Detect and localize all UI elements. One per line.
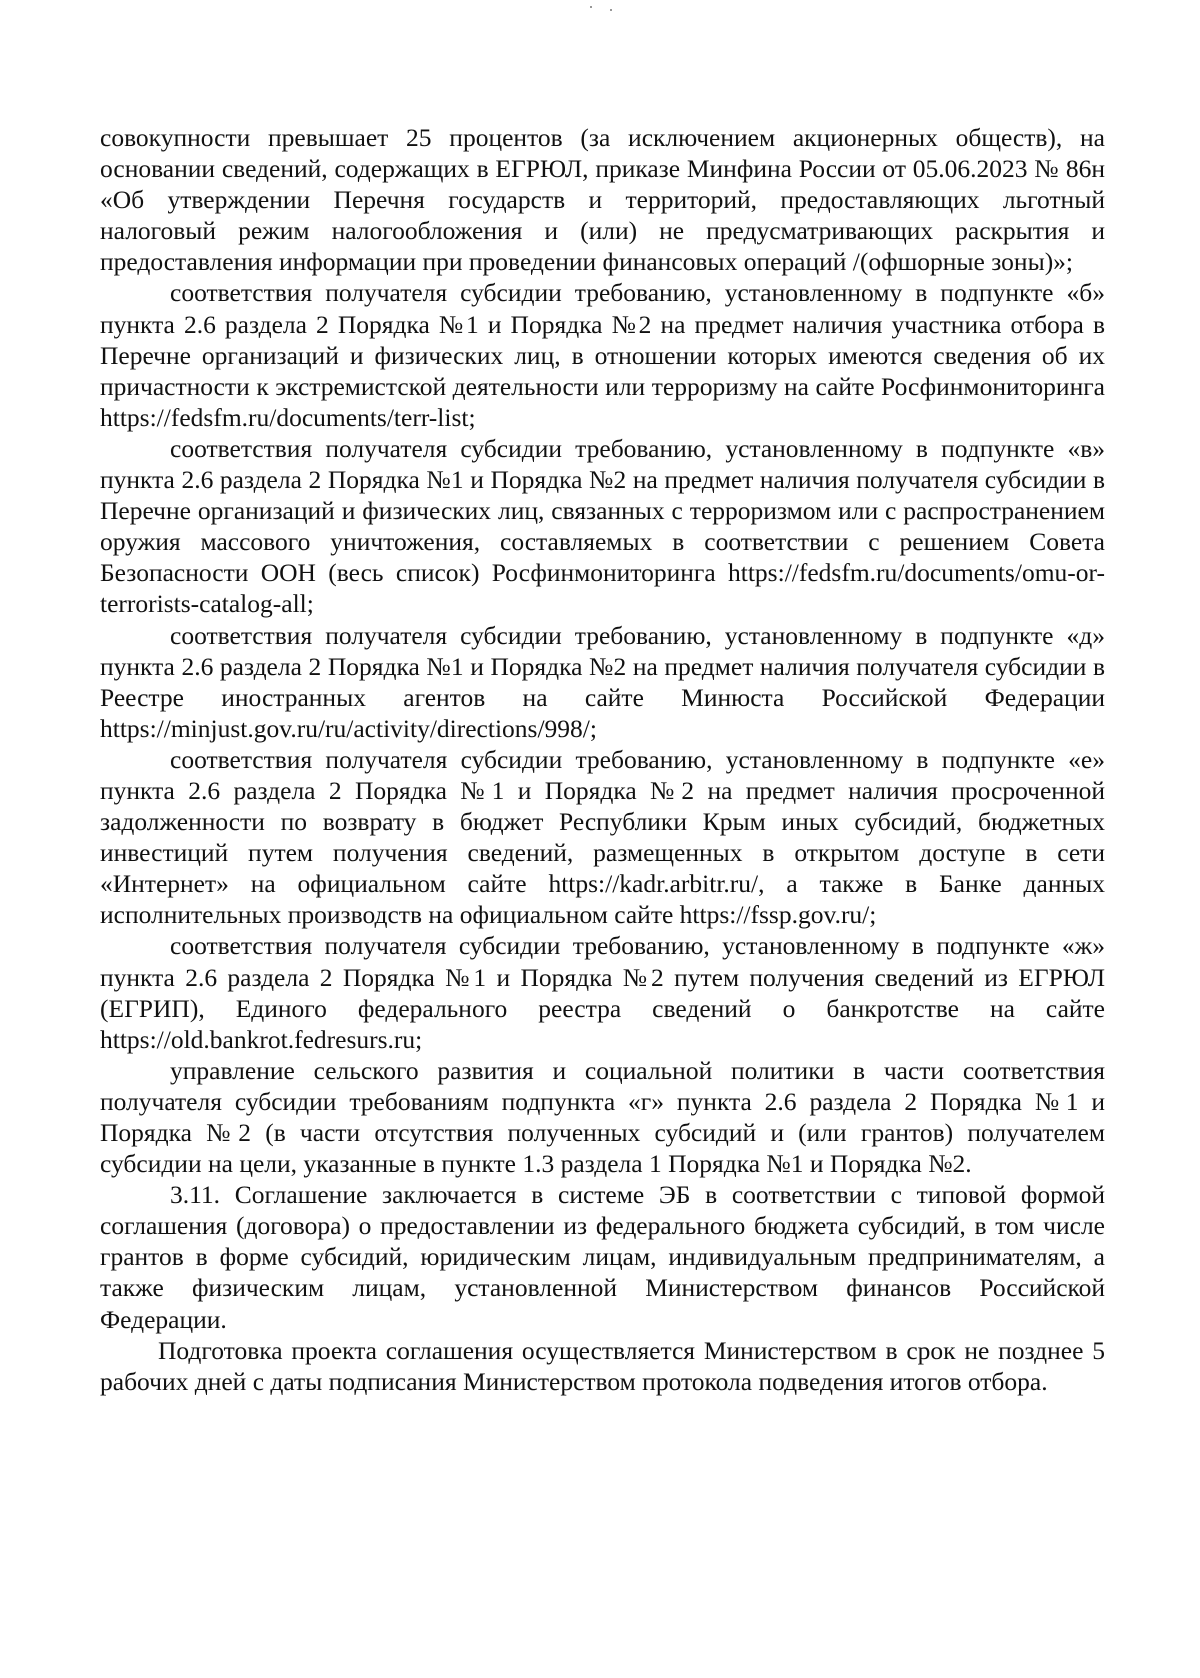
paragraph-offshore-zones: совокупности превышает 25 процентов (за исключением акционерных обществ), на основании сведений, содержащих в ЕГРЮЛ, приказе Минфина России от 05.06.2023 № 86н «Об утверждении Перечня государств и территорий, предоставляющих льготный налоговый режим налогообложения и (или) не предусматривающих раскрытия и предоставления информации при проведении финансовых операций /(офшорные зоны)»;	[100, 123, 1105, 277]
paragraph-bankruptcy-check: соответствия получателя субсидии требованию, установленному в подпункте «ж» пункта 2.6 раздела 2 Порядка №1 и Порядка №2 путем получения сведений из ЕГРЮЛ (ЕГРИП), Единого федерального реестра сведений о банкротстве на сайте https://old.bankrot.fedresurs.ru;	[100, 931, 1105, 1054]
scan-speck	[610, 9, 612, 11]
paragraph-clause-3-11: 3.11. Соглашение заключается в системе ЭБ в соответствии с типовой формой соглашения (договора) о предоставлении из федерального бюджета субсидий, в том числе грантов в форме субсидий, юридическим лицам, индивидуальным предпринимателям, а также физическим лицам, установленной Министерством финансов Российской Федерации.	[100, 1180, 1105, 1334]
paragraph-terrorism-wmd-check: соответствия получателя субсидии требованию, установленному в подпункте «в» пункта 2.6 раздела 2 Порядка №1 и Порядка №2 на предмет наличия получателя субсидии в Перечне организаций и физических лиц, связанных с терроризмом или с распространением оружия массового уничтожения, составляемых в соответствии с решением Совета Безопасности ООН (весь список) Росфинмониторинга https://fedsfm.ru/documents/omu-or-terrorists-catalog-all;	[100, 433, 1105, 619]
paragraph-foreign-agents-check: соответствия получателя субсидии требованию, установленному в подпункте «д» пункта 2.6 раздела 2 Порядка №1 и Порядка №2 на предмет наличия получателя субсидии в Реестре иностранных агентов на сайте Минюста Российской Федерации https://minjust.gov.ru/ru/activity/directions/998/;	[100, 620, 1105, 743]
paragraph-rural-department-check: управление сельского развития и социальной политики в части соответствия получателя субсидии требованиям подпункта «г» пункта 2.6 раздела 2 Порядка №1 и Порядка №2 (в части отсутствия полученных субсидий и (или грантов) получателем субсидии на цели, указанные в пункте 1.3 раздела 1 Порядка №1 и Порядка №2.	[100, 1055, 1105, 1179]
document-body	[100, 122, 1105, 1397]
paragraph-agreement-preparation: Подготовка проекта соглашения осуществляется Министерством в срок не позднее 5 рабочих дней с даты подписания Министерством протокола подведения итогов отбора.	[100, 1335, 1105, 1396]
scan-speck	[590, 6, 592, 8]
paragraph-overdue-debt-check: соответствия получателя субсидии требованию, установленному в подпункте «е» пункта 2.6 раздела 2 Порядка №1 и Порядка №2 на предмет наличия просроченной задолженности по возврату в бюджет Республики Крым иных субсидий, бюджетных инвестиций путем получения сведений, размещенных в открытом доступе в сети «Интернет» на официальном сайте https://kadr.arbitr.ru/, а также в Банке данных исполнительных производств на официальном сайте https://fssp.gov.ru/;	[100, 744, 1105, 930]
paragraph-extremism-check: соответствия получателя субсидии требованию, установленному в подпункте «б» пункта 2.6 раздела 2 Порядка №1 и Порядка №2 на предмет наличия участника отбора в Перечне организаций и физических лиц, в отношении которых имеются сведения об их причастности к экстремистской деятельности или терроризму на сайте Росфинмониторинга https://fedsfm.ru/documents/terr-list;	[100, 278, 1105, 432]
